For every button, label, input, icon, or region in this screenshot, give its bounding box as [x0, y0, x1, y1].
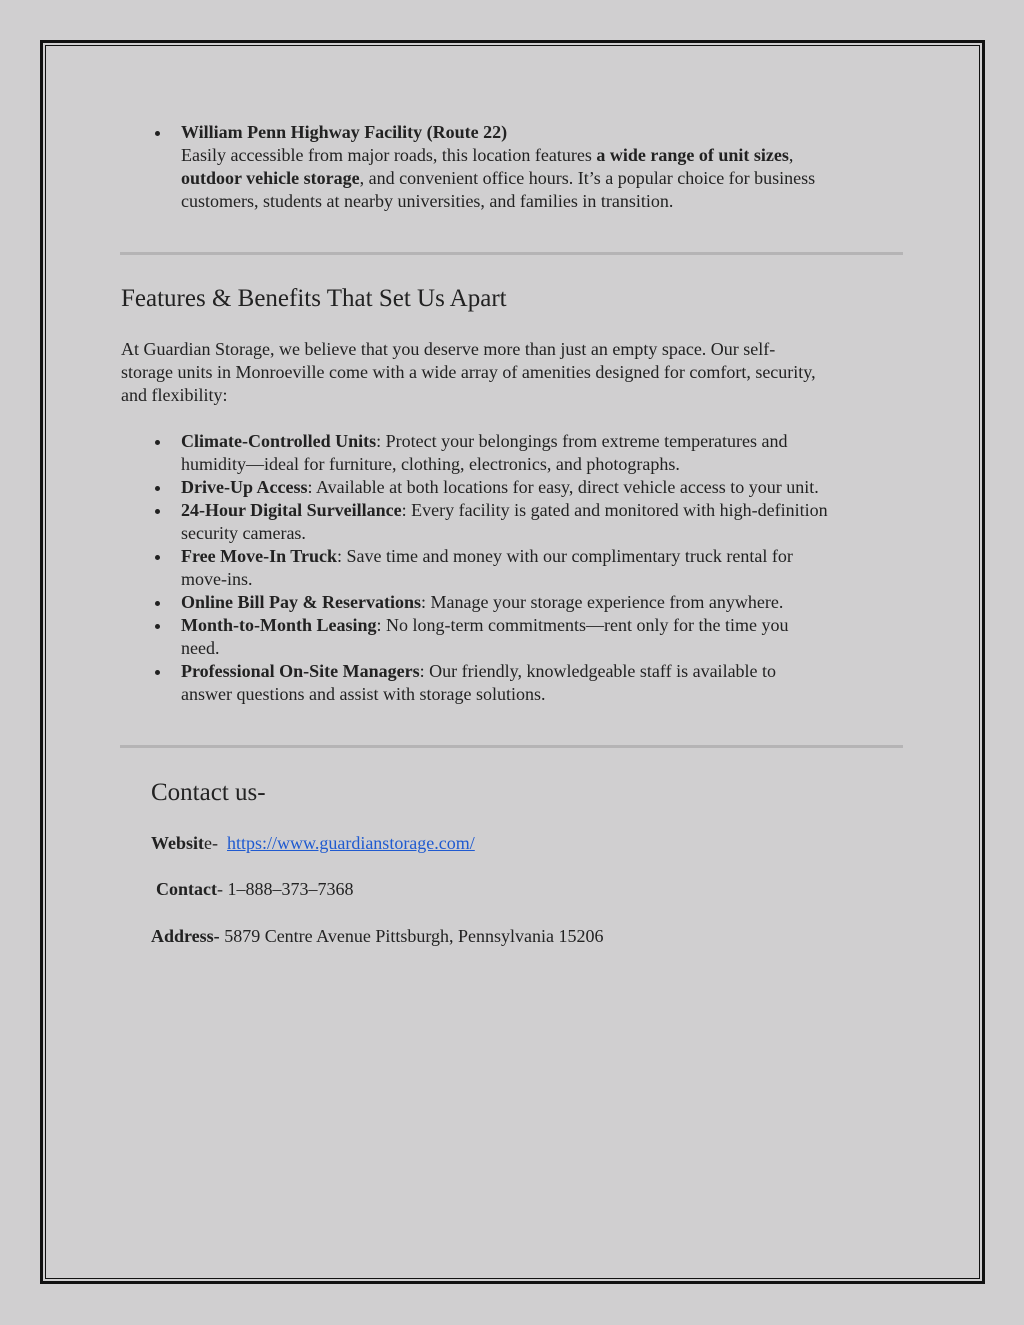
features-intro-line: At Guardian Storage, we believe that you deserve more than just an empty space. Our self- — [121, 339, 776, 359]
bullet — [155, 601, 160, 606]
features-heading: Features & Benefits That Set Us Apart — [121, 285, 507, 312]
contact-phone-row: Contact- 1–888–373–7368 — [156, 879, 354, 899]
bullet — [155, 555, 160, 560]
feature-item-truck: Free Move-In Truck: Save time and money with our complimentary truck rental for — [181, 546, 793, 566]
facility-line-2: outdoor vehicle storage, and convenient office hours. It’s a popular choice for business — [181, 168, 816, 188]
bullet — [155, 486, 160, 491]
feature-item-managers-cont: answer questions and assist with storage solutions. — [181, 684, 546, 704]
features-intro-line: and flexibility: — [121, 385, 228, 405]
contact-heading: Contact us- — [151, 779, 266, 806]
facility-line-1: Easily accessible from major roads, this location features a wide range of unit sizes, — [181, 145, 794, 165]
bullet — [155, 131, 160, 136]
feature-item-drive-up: Drive-Up Access: Available at both locations for easy, direct vehicle access to your unit. — [181, 477, 819, 497]
website-link[interactable]: https://www.guardianstorage.com/ — [227, 833, 475, 853]
feature-item-managers: Professional On-Site Managers: Our friendly, knowledgeable staff is available to — [181, 661, 777, 681]
feature-item-surveillance-cont: security cameras. — [181, 523, 306, 543]
divider — [120, 745, 903, 748]
bullet — [155, 440, 160, 445]
feature-item-leasing: Month-to-Month Leasing: No long-term commitments—rent only for the time you — [181, 615, 789, 635]
bullet — [155, 509, 160, 514]
contact-website-row: Website- https://www.guardianstorage.com/ — [151, 833, 475, 853]
feature-item-climate: Climate-Controlled Units: Protect your belongings from extreme temperatures and — [181, 431, 788, 451]
feature-item-climate-cont: humidity—ideal for furniture, clothing, electronics, and photographs. — [181, 454, 680, 474]
features-intro-line: storage units in Monroeville come with a wide array of amenities designed for comfort, security, — [121, 362, 816, 382]
feature-item-bill-pay: Online Bill Pay & Reservations: Manage your storage experience from anywhere. — [181, 592, 784, 612]
feature-item-surveillance: 24-Hour Digital Surveillance: Every facility is gated and monitored with high-definition — [181, 500, 828, 520]
bullet — [155, 624, 160, 629]
feature-item-truck-cont: move-ins. — [181, 569, 253, 589]
feature-item-leasing-cont: need. — [181, 638, 220, 658]
facility-title: William Penn Highway Facility (Route 22) — [181, 122, 508, 142]
divider — [120, 252, 903, 255]
bullet — [155, 670, 160, 675]
contact-address-row: Address- 5879 Centre Avenue Pittsburgh, Pennsylvania 15206 — [151, 926, 604, 946]
facility-line-3: customers, students at nearby universities, and families in transition. — [181, 191, 674, 211]
